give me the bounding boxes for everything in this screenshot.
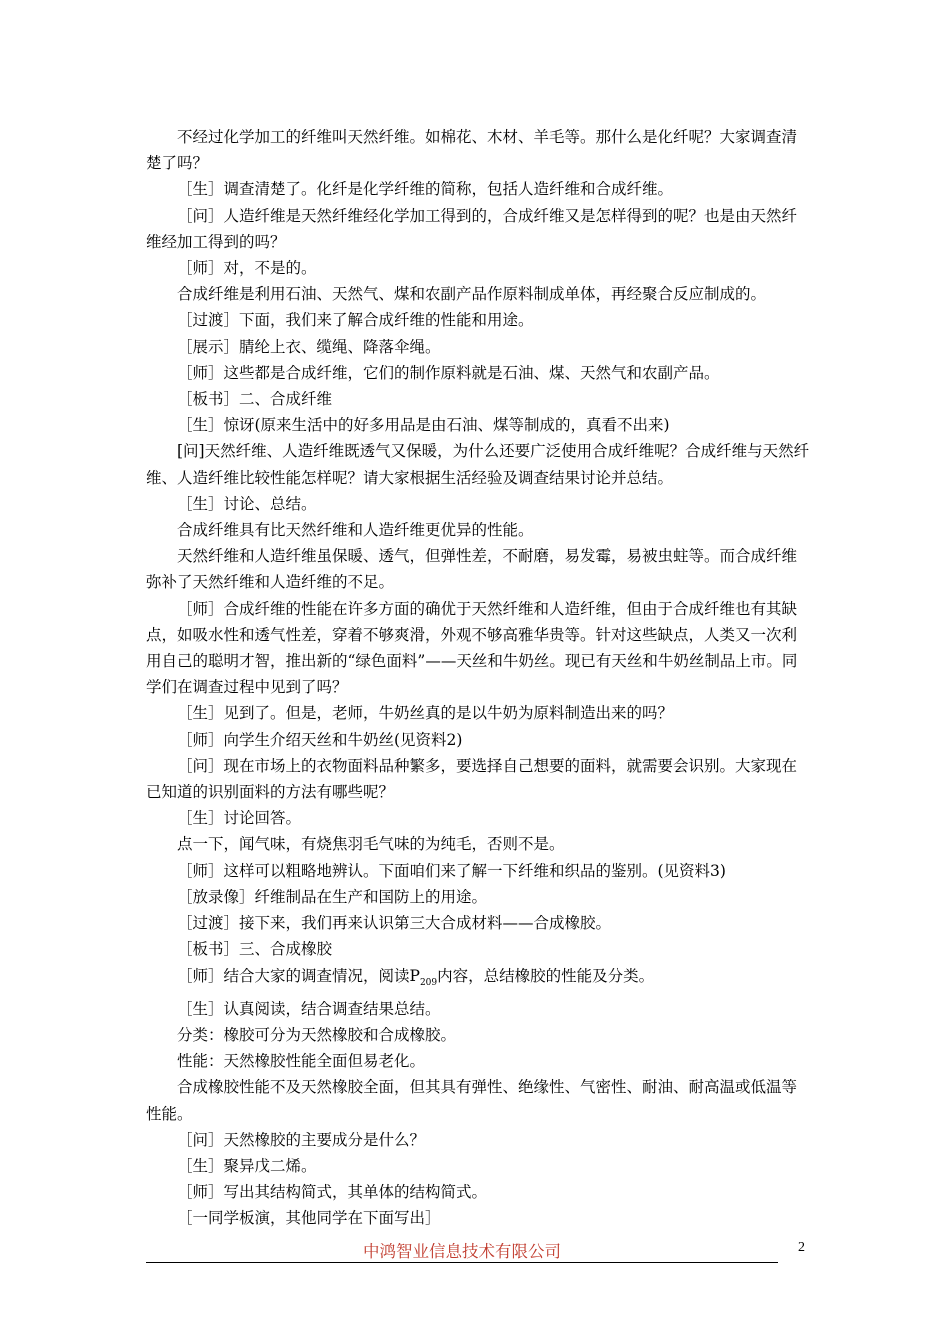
teacher-line-after: 内容，总结橡胶的性能及分类。 — [437, 966, 655, 985]
paragraph: ［板书］三、合成橡胶 — [177, 940, 333, 959]
footer-divider — [146, 1262, 778, 1263]
paragraph: ［生］讨论、总结。 — [177, 494, 317, 513]
paragraph: ［师］合成纤维的性能在许多方面的确优于天然纤维和人造纤维，但由于合成纤维也有其缺点，如吸水性和透气性差，穿着不够爽滑，外观不够高雅华贵等。针对这些缺点，人类又一次利用自己的聪明才智，推出新的“绿色面料”——天丝和牛奶丝。现已有天丝和牛奶丝制品上市。同学们在调查过程中见到了吗？ — [146, 599, 798, 697]
paragraph: ［一同学板演，其他同学在下面写出］ — [177, 1209, 441, 1228]
paragraph: 点一下，闻气味，有烧焦羽毛气味的为纯毛，否则不是。 — [177, 835, 565, 854]
document-body — [146, 124, 810, 1232]
paragraph: ［板书］二、合成纤维 — [177, 390, 333, 409]
paragraph: ［生］讨论回答。 — [177, 809, 302, 828]
paragraph: ［展示］腈纶上衣、缆绳、降落伞绳。 — [177, 337, 441, 356]
page-subscript: 209 — [419, 977, 438, 988]
paragraph: ［师］这些都是合成纤维，它们的制作原料就是石油、煤、天然气和农副产品。 — [177, 363, 720, 382]
paragraph: ［问］天然橡胶的主要成分是什么？ — [177, 1130, 426, 1149]
paragraph: ［师］向学生介绍天丝和牛奶丝(见资料2) — [177, 730, 463, 749]
paragraph: 合成橡胶性能不及天然橡胶全面，但其具有弹性、绝缘性、气密性、耐油、耐高温或低温等性能。 — [146, 1078, 798, 1123]
paragraph: ［生］见到了。但是，老师，牛奶丝真的是以牛奶为原料制造出来的吗？ — [177, 704, 674, 723]
paragraph: ［师］这样可以粗略地辨认。下面咱们来了解一下纤维和织品的鉴别。(见资料3) — [177, 861, 726, 880]
paragraph: 性能：天然橡胶性能全面但易老化。 — [177, 1052, 426, 1071]
paragraph: ［师］对，不是的。 — [177, 259, 317, 278]
paragraph: ［生］聚异戊二烯。 — [177, 1157, 317, 1176]
paragraph: 合成纤维是利用石油、天然气、煤和农副产品作原料制成单体，再经聚合反应制成的。 — [177, 285, 767, 304]
footer-company-name: 中鸿智业信息技术有限公司 — [363, 1242, 561, 1261]
paragraph: 合成纤维具有比天然纤维和人造纤维更优异的性能。 — [177, 521, 534, 540]
paragraph: ［过渡］接下来，我们再来认识第三大合成材料——合成橡胶。 — [177, 914, 612, 933]
paragraph: 天然纤维和人造纤维虽保暖、透气，但弹性差，不耐磨，易发霉，易被虫蛀等。而合成纤维弥补了天然纤维和人造纤维的不足。 — [146, 547, 798, 592]
paragraph: ［问］人造纤维是天然纤维经化学加工得到的，合成纤维又是怎样得到的呢？也是由天然纤维经加工得到的吗？ — [146, 206, 798, 251]
paragraph: 不经过化学加工的纤维叫天然纤维。如棉花、木材、羊毛等。那什么是化纤呢？大家调查清楚了吗？ — [146, 128, 798, 173]
paragraph: ［放录像］纤维制品在生产和国防上的用途。 — [177, 887, 488, 906]
paragraph: ［过渡］下面，我们来了解合成纤维的性能和用途。 — [177, 311, 534, 330]
paragraph: 分类：橡胶可分为天然橡胶和合成橡胶。 — [177, 1026, 457, 1044]
teacher-reading-paragraph — [146, 963, 810, 996]
paragraph: ［师］写出其结构简式，其单体的结构简式。 — [177, 1183, 488, 1202]
paragraph: [问]天然纤维、人造纤维既透气又保暖，为什么还要广泛使用合成纤维呢？合成纤维与天然纤维、人造纤维比较性能怎样呢？请大家根据生活经验及调查结果讨论并总结。 — [146, 442, 810, 487]
page-number: 2 — [798, 1240, 805, 1255]
paragraph: ［生］调查清楚了。化纤是化学纤维的简称，包括人造纤维和合成纤维。 — [177, 180, 674, 199]
paragraph: ［生］认真阅读，结合调查结果总结。 — [177, 999, 441, 1018]
teacher-line-before: ［师］结合大家的调查情况，阅读P — [177, 966, 420, 985]
paragraph: ［问］现在市场上的衣物面料品种繁多，要选择自己想要的面料，就需要会识别。大家现在已知道的识别面料的方法有哪些呢？ — [146, 756, 798, 802]
paragraph: ［生］惊讶(原来生活中的好多用品是由石油、煤等制成的，真看不出来) — [177, 416, 670, 435]
